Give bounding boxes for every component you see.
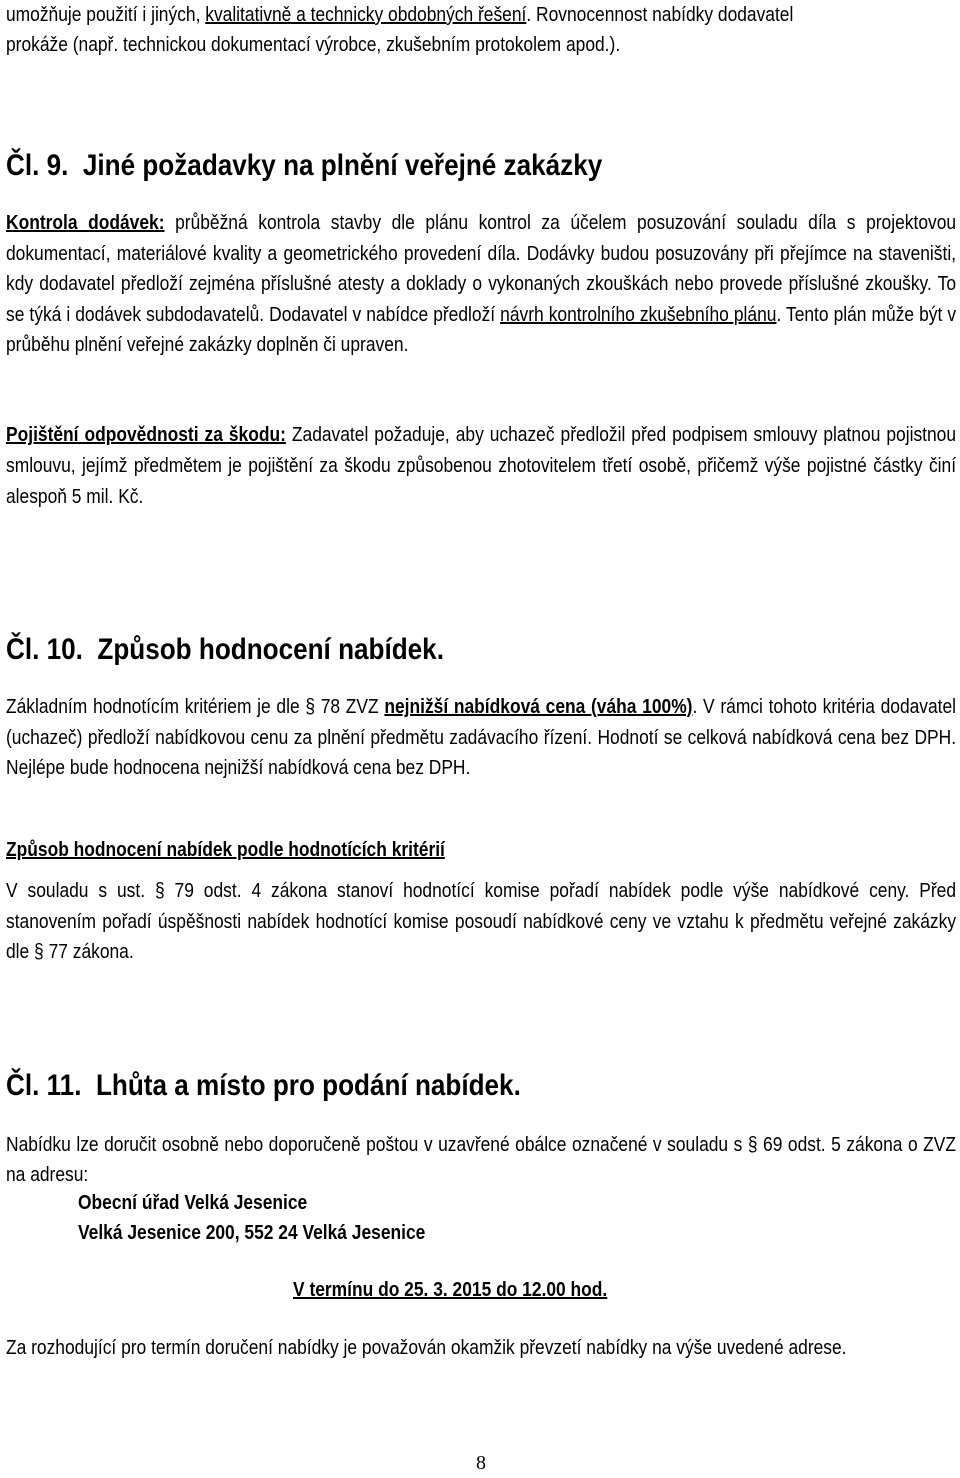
section-10-paragraph-1: Základním hodnotícím kritériem je dle § 78 ZVZ nejnižší nabídková cena (váha 100%). V rámci tohoto kritéria dodavatel (uchazeč) předloží nabídkovou cenu za plnění předmětu zadávacího řízení. Hodnotí se celková nabídková cena bez DPH. Nejlépe bude hodnocena nejnižší nabídková cena bez DPH.: [6, 696, 957, 779]
section-11-title: Lhůta a místo pro podání nabídek.: [95, 1069, 521, 1102]
section-11-heading: [6, 1068, 521, 1104]
document-page: [6, 0, 956, 1472]
section-10-subheading: Způsob hodnocení nabídek podle hodnotících kritérií: [6, 839, 445, 861]
intro-line-1: umožňuje použití i jiných, kvalitativně a technicky obdobných řešení. Rovnocennost nabídky dodavatel: [6, 4, 794, 26]
section-10-paragraph-2: V souladu s ust. § 79 odst. 4 zákona stanoví hodnotící komise pořadí nabídek podle výše nabídkové ceny. Před stanovením pořadí úspěšnosti nabídek hodnotící komise posoudí nabídkové ceny ve vztahu k předmětu veřejné zakázky dle § 77 zákona.: [6, 880, 957, 963]
deadline: V termínu do 25. 3. 2015 do 12.00 hod.: [293, 1279, 608, 1301]
test-plan-phrase: návrh kontrolního zkušebního plánu: [500, 303, 777, 326]
section-9-title: Jiné požadavky na plnění veřejné zakázky: [82, 149, 603, 182]
intro-underlined-phrase: kvalitativně a technicky obdobných řešení: [205, 4, 527, 26]
section-10-title: Způsob hodnocení nabídek.: [97, 633, 444, 666]
section-10-heading: [6, 632, 444, 668]
section-9-heading: [6, 148, 602, 184]
section-9-paragraph-2: Pojištění odpovědnosti za škodu: Zadavatel požaduje, aby uchazeč předložil před podpisem smlouvy platnou pojistnou smlouvu, jejímž předmětem je pojištění za škodu způsobenou zhotovitelem třetí osobě, přičemž výše pojistné částky činí alespoň 5 mil. Kč.: [6, 424, 957, 508]
section-9-paragraph-1: Kontrola dodávek: průběžná kontrola stavby dle plánu kontrol za účelem posuzování souladu díla s projektovou dokumentací, materiálové kvality a geometrického provedení díla. Dodávky budou posuzovány při přejímce na staveništi, kdy dodavatel předloží zejména příslušné atesty a doklady o vykonaných zkouškách nebo provede příslušné zkoušky. To se týká i dodávek subdodavatelů. Dodavatel v nabídce předloží návrh kontrolního zkušebního plánu. Tento plán může být v průběhu plnění veřejné zakázky doplněn či upraven.: [6, 212, 957, 356]
section-10-number: Čl. 10.: [6, 633, 83, 666]
intro-line-2: prokáže (např. technickou dokumentací výrobce, zkušebním protokolem apod.).: [6, 34, 621, 56]
address-line-1: Obecní úřad Velká Jesenice: [78, 1192, 308, 1214]
lowest-price-criterion: nejnižší nabídková cena (váha 100%): [384, 696, 693, 718]
section-11-number: Čl. 11.: [6, 1069, 82, 1102]
section-9-number: Čl. 9.: [6, 149, 69, 182]
section-11-paragraph-2: Za rozhodující pro termín doručení nabídky je považován okamžik převzetí nabídky na výše uvedené adrese.: [6, 1337, 847, 1359]
address-line-2: Velká Jesenice 200, 552 24 Velká Jesenice: [78, 1222, 426, 1244]
inspection-label: Kontrola dodávek:: [6, 212, 165, 234]
page-number: 8: [476, 1452, 486, 1474]
section-11-paragraph-1: Nabídku lze doručit osobně nebo doporučeně poštou v uzavřené obálce označené v souladu s § 69 odst. 5 zákona o ZVZ na adresu:: [6, 1134, 957, 1186]
insurance-label: Pojištění odpovědnosti za škodu:: [6, 424, 286, 446]
